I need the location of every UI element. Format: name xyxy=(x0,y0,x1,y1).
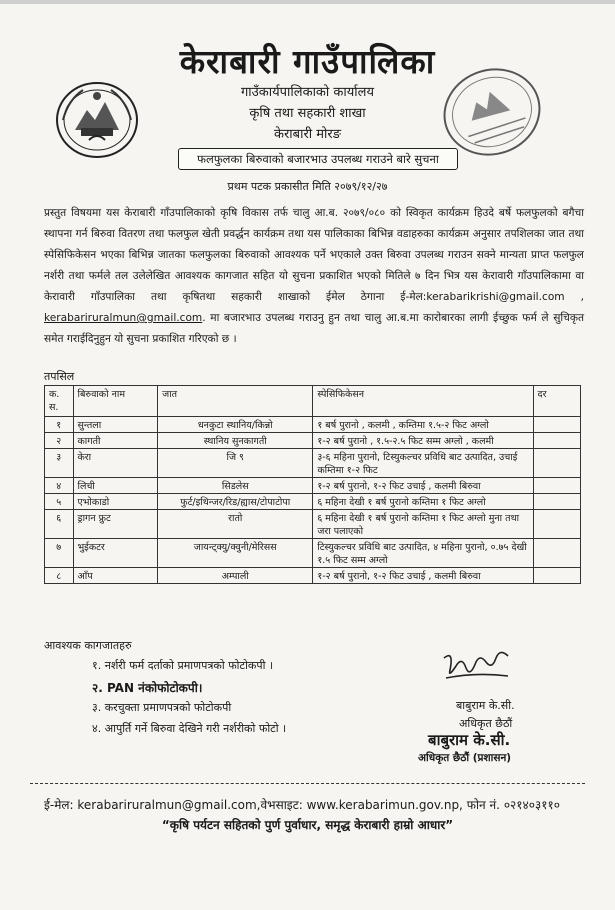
table-row xyxy=(45,417,581,433)
cell-spec: १ बर्ष पुरानो , कलमी , कम्तिमा १.५-२ फिट अग्लो xyxy=(313,417,533,433)
cell-name: ड्रागन फ्रुट xyxy=(73,510,158,539)
email-link-ruralmun[interactable]: kerabariruralmun@gmail.com xyxy=(44,312,203,324)
body-text-part2: . मा बजारभाउ उपलब्ध गराउनु हुन तथा चालु आ.ब.मा कारोबारका लागी ईच्छुक फर्म ले सुचिकृत समेत गराईदिनुहुन यो सुचना प्रकाशित गरिएको छ । xyxy=(44,312,584,345)
cell-name: एभोकाडो xyxy=(73,494,158,510)
cell-rate xyxy=(533,417,580,433)
cell-rate xyxy=(533,478,580,494)
specification-table xyxy=(44,385,581,584)
footer-divider xyxy=(30,783,585,784)
header-name: बिरुवाको नाम xyxy=(73,386,158,417)
header-variety: जात xyxy=(158,386,313,417)
cell-rate xyxy=(533,510,580,539)
cell-spec: ६ महिना देखी १ बर्ष पुरानो कम्तिमा १ फिट अग्लो xyxy=(313,494,533,510)
document-item: २. PAN नंकोफोटोकपी। xyxy=(92,681,203,695)
footer-contact: ई-मेल: kerabariruralmun@gmail.com,वेभसाइट: www.kerabarimun.gov.np, फोन नं. ०२१४०३११० xyxy=(44,798,560,812)
cell-variety: अम्पाली xyxy=(158,568,313,584)
notice-subject: फलफुलका बिरुवाको बजारभाउ उपलब्ध गराउने बारे सुचना xyxy=(178,148,458,170)
cell-rate xyxy=(533,568,580,584)
cell-sn: २ xyxy=(45,433,74,449)
section-name: कृषि तथा सहकारी शाखा xyxy=(249,106,366,121)
cell-sn: १ xyxy=(45,417,74,433)
cell-sn: ३ xyxy=(45,449,74,478)
cell-variety: रातो xyxy=(158,510,313,539)
cell-name: कागती xyxy=(73,433,158,449)
table-row xyxy=(45,539,581,568)
cell-rate xyxy=(533,539,580,568)
email-link-krishi[interactable]: kerabarikrishi@gmail.com xyxy=(426,291,565,303)
position-stamp: अधिकृत छैठौं (प्रशासन) xyxy=(418,752,512,764)
table-row xyxy=(45,478,581,494)
cell-spec: १-२ बर्ष पुरानो , १.५-२.५ फिट सम्म अग्लो , कलमी xyxy=(313,433,533,449)
email-separator: , xyxy=(564,291,584,303)
document-item: ३. करचुक्ता प्रमाणपत्रको फोटोकपी xyxy=(92,701,232,714)
signature-icon xyxy=(440,648,515,688)
cell-sn: ७ xyxy=(45,539,74,568)
cell-sn: ४ xyxy=(45,478,74,494)
cell-spec: टिस्युकल्चर प्रविधि बाट उत्पादित, ४ महिना पुरानो, ०.७५ देखी १.५ फिट सम्म अग्लो xyxy=(313,539,533,568)
table-row xyxy=(45,449,581,478)
table-label: तपसिल xyxy=(44,370,75,383)
cell-spec: ३-६ महिना पुरानो, टिस्युकल्चर प्रविधि बाट उत्पादित, उचाई कम्तिमा १-२ फिट xyxy=(313,449,533,478)
signatory-name: बाबुराम के.सी. xyxy=(456,699,515,712)
body-text-part1: प्रस्तुत विषयमा यस केराबारी गाँउपालिकाको कृषि विकास तर्फ चालु आ.ब. २०७९/०८० को स्विकृत कार्यक्रम हिउदे बर्षे फलफुलको बगैचा स्थापना गर्न बिरुवा वितरण तथा फलफुल खेती प्रवर्द्धन कार्यक्रम तथा यस पालिकाका बिभिन्न वडाहरुका कार्यक्रम अनुसार तपशिलका जात तथा स्पेसिफिकेसन भएका बिभिन्न जातका फलफुलका बिरुवाको आवश्यक पर्ने भएकाले उक्त बिरुवा उपलब्ध गराउन सक्ने मान्यता प्राप्त फलफुल नर्शरी तथा फर्मले तल उलेलेखित आवश्यक कागजात सहित यो सुचना प्रकाशित भएको मितिले ७ दिन भित्र यस केरावारी गाँउपालिकामा वा केरावारी गाँउपालिका तथा कृषितथा सहकारी शाखाको ईमेल ठेगाना ई-मेल: xyxy=(44,207,584,303)
cell-variety: जि ९ xyxy=(158,449,313,478)
publication-date: प्रथम पटक प्रकासीत मिति २०७९/१२/२७ xyxy=(227,180,388,193)
signatory-position: अधिकृत छैठौं xyxy=(459,717,513,730)
table-header-row xyxy=(45,386,581,417)
name-stamp: बाबुराम के.सी. xyxy=(428,731,511,749)
cell-variety: जायन्ट्क्यु/क्वुनी/मेरिसस xyxy=(158,539,313,568)
header-rate: दर xyxy=(533,386,580,417)
table-row xyxy=(45,510,581,539)
cell-variety: फुर्ट/इथिन्जर/रिड/ह्यास/टोपाटोपा xyxy=(158,494,313,510)
office-location: केराबारी मोरङ xyxy=(273,127,341,142)
cell-rate xyxy=(533,433,580,449)
documents-heading: आवश्यक कागजातहरु xyxy=(44,639,132,652)
footer-motto: “कृषि पर्यटन सहितको पुर्ण पुर्वाधार, समृद्ध केराबारी हाम्रो आधार” xyxy=(161,818,454,832)
table-row xyxy=(45,568,581,584)
top-border xyxy=(0,0,615,4)
cell-variety: सिडलेस xyxy=(158,478,313,494)
header-sn: क. स. xyxy=(45,386,74,417)
notice-body xyxy=(44,203,584,350)
cell-sn: ८ xyxy=(45,568,74,584)
cell-rate xyxy=(533,449,580,478)
cell-spec: १-२ बर्ष पुरानो, १-२ फिट उचाई , कलमी बिरुवा xyxy=(313,478,533,494)
cell-name: सुन्तला xyxy=(73,417,158,433)
cell-variety: धनकुटा स्थानिय/किन्नो xyxy=(158,417,313,433)
cell-name: केरा xyxy=(73,449,158,478)
cell-name: लिची xyxy=(73,478,158,494)
table-row xyxy=(45,494,581,510)
table-row xyxy=(45,433,581,449)
cell-spec: ६ महिना देखी १ बर्ष पुरानो कम्तिमा १ फिट अग्लो मुना तथा जरा पलाएको xyxy=(313,510,533,539)
office-name: गाउँकार्यपालिकाको कार्यालय xyxy=(240,85,375,100)
cell-spec: १-२ बर्ष पुरानो, १-२ फिट उचाई , कलमी बिरुवा xyxy=(313,568,533,584)
header-spec: स्पेसिफिकेसन xyxy=(313,386,533,417)
cell-name: आँप xyxy=(73,568,158,584)
cell-name: भुईकटर xyxy=(73,539,158,568)
municipality-title: केराबारी गाउँपालिका xyxy=(179,42,436,81)
cell-rate xyxy=(533,494,580,510)
cell-variety: स्थानिय सुनकागती xyxy=(158,433,313,449)
document-item: १. नर्शरी फर्म दर्ताको प्रमाणपत्रको फोटोकपी । xyxy=(92,659,274,672)
document-item: ४. आपुर्ति गर्ने बिरुवा देखिने गरी नर्शरीको फोटो । xyxy=(92,722,287,735)
cell-sn: ६ xyxy=(45,510,74,539)
cell-sn: ५ xyxy=(45,494,74,510)
